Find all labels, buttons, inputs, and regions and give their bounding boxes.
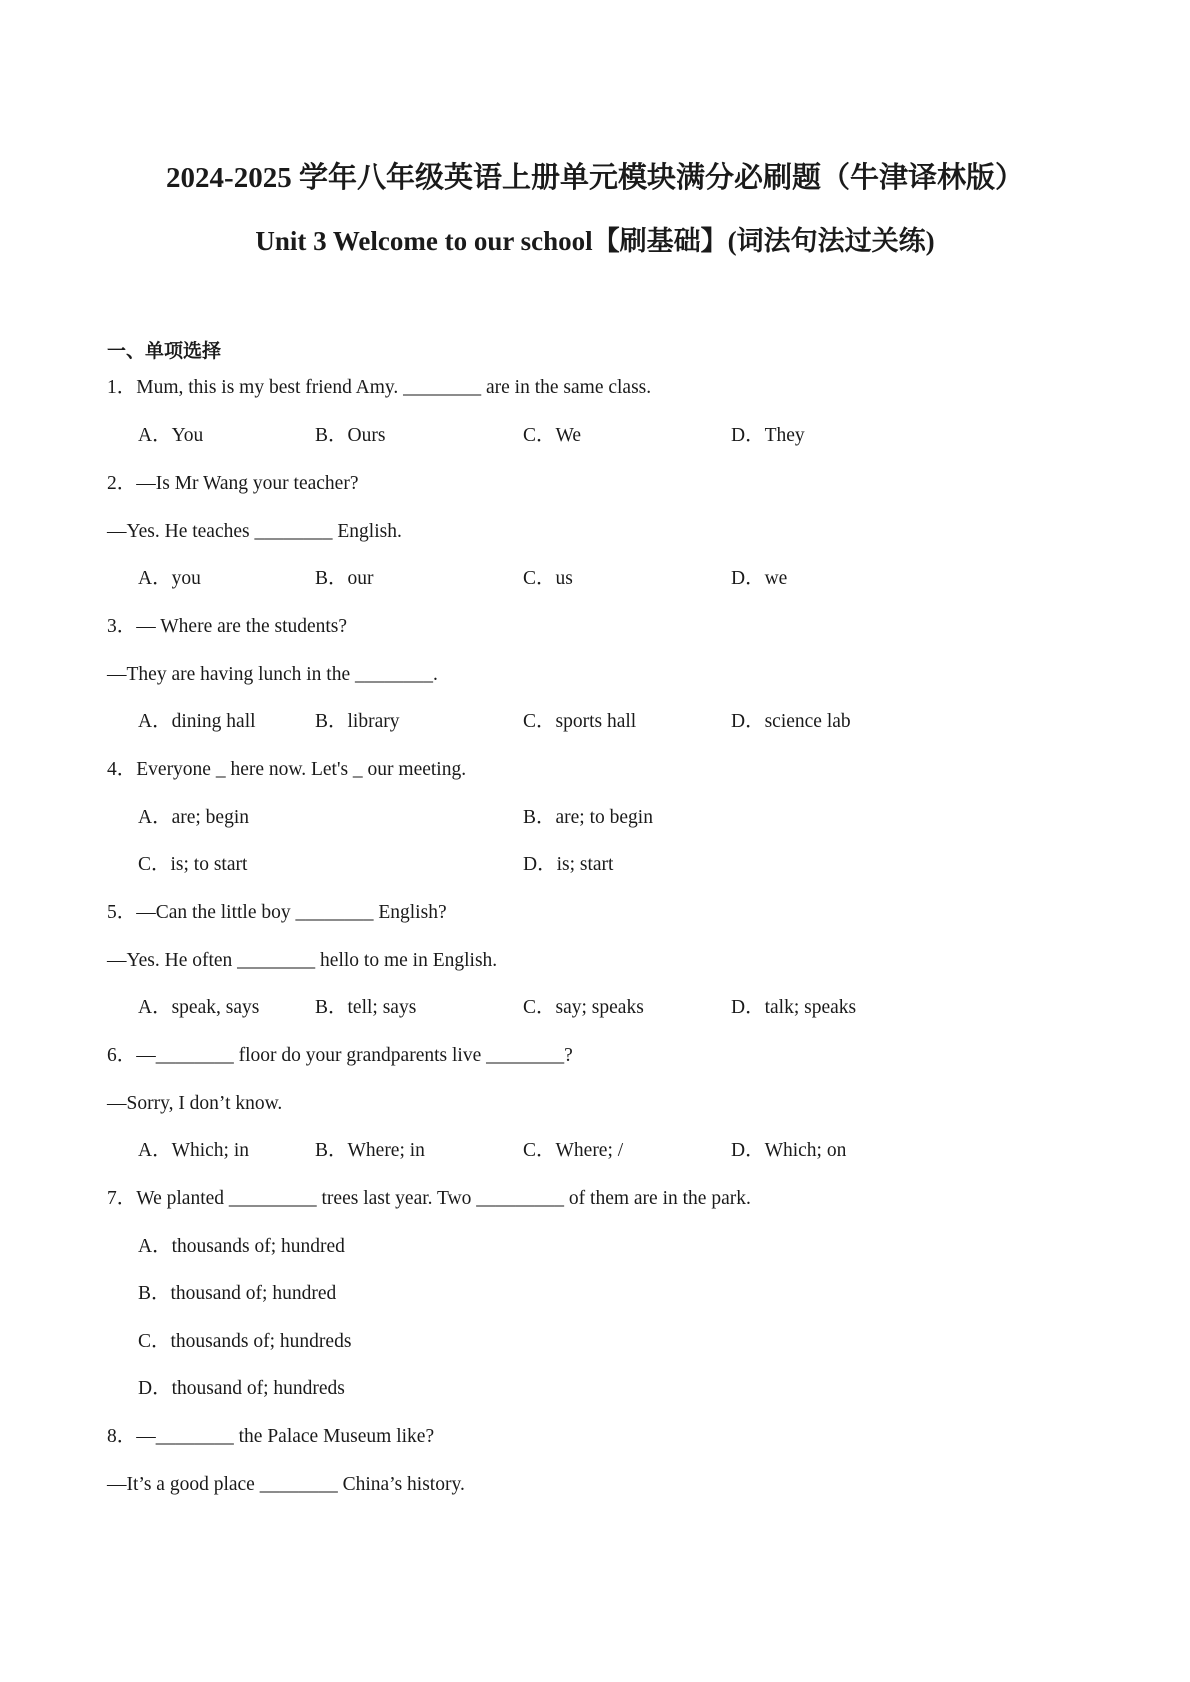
question-2-stem-reply: —Yes. He teaches ________ English.	[107, 521, 402, 542]
question-3-option-d[interactable]: D．science lab	[731, 711, 851, 732]
question-1-option-a[interactable]: A．You	[138, 425, 204, 446]
question-8-stem-reply: —It’s a good place ________ China’s history.	[107, 1474, 465, 1495]
document-subtitle: Unit 3 Welcome to our school【刷基础】(词法句法过关练)	[255, 226, 935, 256]
question-1-option-b[interactable]: B．Ours	[315, 425, 386, 446]
question-5-stem: 5．—Can the little boy ________ English?	[107, 902, 447, 923]
question-2-stem: 2．—Is Mr Wang your teacher?	[107, 473, 359, 494]
question-3-option-b[interactable]: B．library	[315, 711, 400, 732]
question-7-option-c[interactable]: C．thousands of; hundreds	[138, 1331, 352, 1352]
question-3-stem: 3．— Where are the students?	[107, 616, 348, 637]
question-2-option-c[interactable]: C．us	[523, 568, 573, 589]
question-2-option-b[interactable]: B．our	[315, 568, 374, 589]
question-6-option-d[interactable]: D．Which; on	[731, 1140, 847, 1161]
question-3-option-a[interactable]: A．dining hall	[138, 711, 256, 732]
question-1-option-d[interactable]: D．They	[731, 425, 805, 446]
question-4-option-a[interactable]: A．are; begin	[138, 807, 250, 828]
question-7-option-a[interactable]: A．thousands of; hundred	[138, 1236, 345, 1257]
question-3-option-c[interactable]: C．sports hall	[523, 711, 637, 732]
question-7-option-d[interactable]: D．thousand of; hundreds	[138, 1378, 345, 1399]
question-4-option-b[interactable]: B．are; to begin	[523, 807, 653, 828]
question-4-stem: 4．Everyone _ here now. Let's _ our meeting.	[107, 759, 467, 780]
question-1-option-c[interactable]: C．We	[523, 425, 582, 446]
question-5-option-b[interactable]: B．tell; says	[315, 997, 417, 1018]
question-5-option-c[interactable]: C．say; speaks	[523, 997, 644, 1018]
question-7-option-b[interactable]: B．thousand of; hundred	[138, 1283, 337, 1304]
question-3-stem-reply: —They are having lunch in the ________.	[107, 664, 438, 685]
question-8-stem: 8．—________ the Palace Museum like?	[107, 1426, 435, 1447]
question-5-option-a[interactable]: A．speak, says	[138, 997, 260, 1018]
question-6-option-b[interactable]: B．Where; in	[315, 1140, 425, 1161]
question-7-stem: 7．We planted _________ trees last year. Two _________ of them are in the park.	[107, 1188, 751, 1209]
question-6-stem-reply: —Sorry, I don’t know.	[107, 1093, 283, 1114]
section-heading: 一、单项选择	[107, 340, 222, 362]
question-1-stem: 1．Mum, this is my best friend Amy. ________ are in the same class.	[107, 377, 652, 398]
document-title: 2024-2025 学年八年级英语上册单元模块满分必刷题（牛津译林版）	[166, 162, 1024, 194]
question-6-stem: 6．—________ floor do your grandparents live ________?	[107, 1045, 573, 1066]
question-5-option-d[interactable]: D．talk; speaks	[731, 997, 857, 1018]
question-6-option-c[interactable]: C．Where; /	[523, 1140, 624, 1161]
question-2-option-a[interactable]: A．you	[138, 568, 201, 589]
question-4-option-c[interactable]: C．is; to start	[138, 854, 248, 875]
question-5-stem-reply: —Yes. He often ________ hello to me in English.	[107, 950, 498, 971]
question-6-option-a[interactable]: A．Which; in	[138, 1140, 250, 1161]
question-2-option-d[interactable]: D．we	[731, 568, 788, 589]
question-4-option-d[interactable]: D．is; start	[523, 854, 614, 875]
